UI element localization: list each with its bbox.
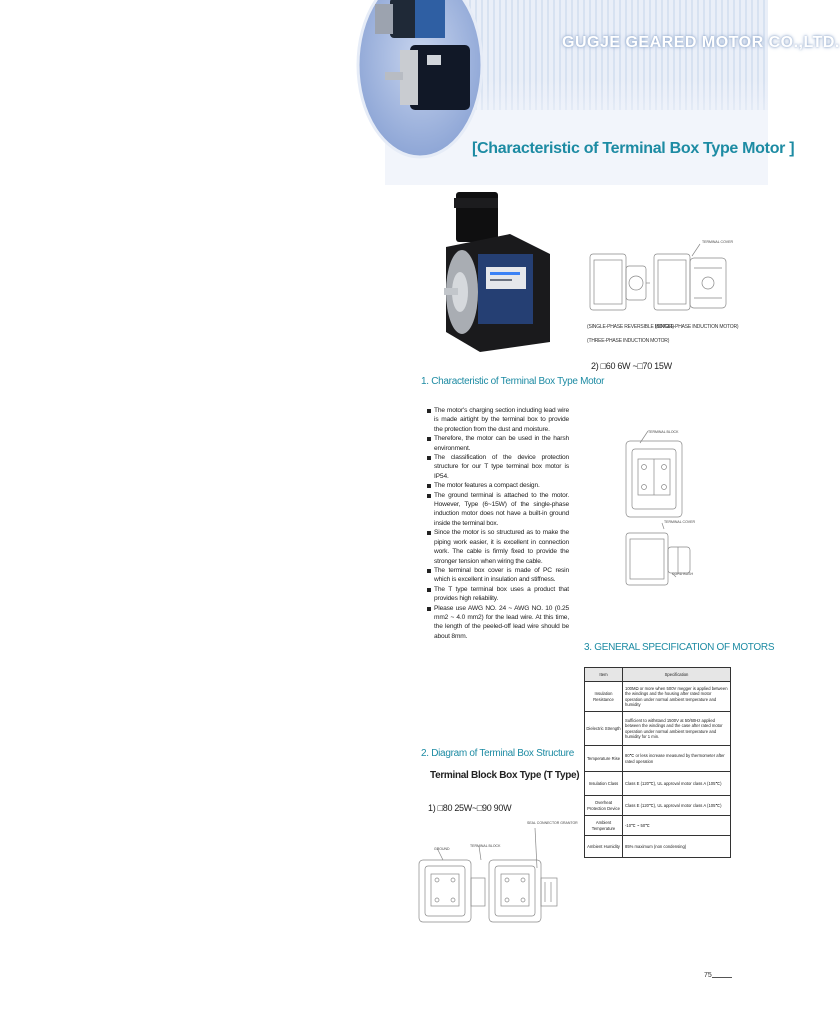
list-item: Please use AWG NO. 24 ~ AWG NO. 10 (0.25 mm2 ~ 4.0 mm2) for the lead wire. At this time, the length of the peeled-off lead wire should be about 8mm. — [427, 604, 569, 642]
table-row — [585, 796, 731, 816]
row-item: Overheat Protection Device — [585, 796, 623, 816]
section2-title: 2. Diagram of Terminal Box Structure — [421, 748, 574, 759]
section2-subtitle: Terminal Block Box Type (T Type) — [430, 770, 580, 781]
table-row — [585, 712, 731, 746]
row-spec: Class E (120℃), UL approval motor class A (105℃) — [623, 772, 731, 796]
table-row — [585, 836, 731, 858]
column-header-item: Item — [585, 668, 623, 682]
row-spec: -10℃ ~ 50℃ — [623, 816, 731, 836]
row-item: Dielectric Strength — [585, 712, 623, 746]
list-item: The terminal box cover is made of PC resin which is excellent in insulation and stiffness. — [427, 566, 569, 585]
terminal-box-motor-photo — [440, 192, 560, 352]
cord-bush-caption: CORD BUSH — [672, 572, 694, 576]
ground-caption: GROUND — [434, 847, 450, 851]
table-row — [585, 682, 731, 712]
three-phase-caption: (THREE-PHASE INDUCTION MOTOR) — [587, 338, 670, 344]
row-item: Insulation Resistance — [585, 682, 623, 712]
section3-title: 3. GENERAL SPECIFICATION OF MOTORS — [584, 642, 775, 653]
list-item: Therefore, the motor can be used in the harsh environment. — [427, 434, 569, 453]
list-item: The motor's charging section including lead wire is made airtight by the terminal box to provide the protection from the dust and moisture. — [427, 406, 569, 434]
diagram2-label: 2) □60 6W ~□70 15W — [591, 361, 672, 371]
section1-title: 1. Characteristic of Terminal Box Type Motor — [421, 376, 605, 387]
terminal-box-diagram-detail — [618, 425, 698, 595]
row-spec: 100MΩ or more when 500V megger is applied between the windings and the housing after rated motor operation under normal ambient temperature and humidity — [623, 682, 731, 712]
list-item: The motor features a compact design. — [427, 481, 569, 490]
table-row — [585, 816, 731, 836]
diagram1-label: 1) □80 25W~□90 90W — [428, 803, 512, 813]
list-item: The T type terminal box uses a product that provides high reliability. — [427, 585, 569, 604]
page-number: 75 — [704, 972, 712, 979]
list-item: The ground terminal is attached to the motor. However, Type (6~15W) of the single-phase induction motor does not have a built-in ground inside the terminal box. — [427, 491, 569, 529]
row-spec: 80℃ or less increase measured by thermometer after rated operation — [623, 746, 731, 772]
table-row — [585, 772, 731, 796]
single-induction-caption: (SINGLE-PHASE INDUCTION MOTOR) — [655, 324, 739, 330]
row-item: Insulation Class — [585, 772, 623, 796]
table-row — [585, 746, 731, 772]
terminal-cover-caption-2: TERMINAL COVER — [664, 520, 695, 524]
list-item: Since the motor is so structured as to make the piping work easier, it is excellent in connection work. The cable is firmly fixed to provide the stronger tension when wiring the cable. — [427, 528, 569, 566]
single-reversible-caption: (SINGLE-PHASE REVERSIBLE MOTOR) — [587, 324, 674, 330]
company-name: GUGJE GEARED MOTOR CO.,LTD. — [562, 34, 840, 51]
column-header-spec: Specification — [623, 668, 731, 682]
row-spec: Class E (120℃), UL approval motor class A (105℃) — [623, 796, 731, 816]
page-title: [Characteristic of Terminal Box Type Motor ] — [472, 140, 795, 157]
terminal-block-caption: TERMINAL BLOCK — [470, 844, 501, 848]
table-header-row — [585, 668, 731, 682]
terminal-box-diagram-large — [417, 840, 562, 925]
terminal-box-diagram-small — [588, 244, 733, 319]
row-spec: 85% maximum (non condensing) — [623, 836, 731, 858]
row-item: Ambient Temperature — [585, 816, 623, 836]
footer-rule — [712, 977, 732, 978]
terminal-cover-caption: TERMINAL COVER — [702, 240, 733, 244]
row-item: Ambient Humidity — [585, 836, 623, 858]
row-spec: Sufficient to withstand 1500V at 50/60Hz applied between the windings and the case after rated motor operation under normal ambient temperature and humidity for 1 min. — [623, 712, 731, 746]
spec-table — [584, 667, 731, 858]
seal-connector-caption: SEAL CONNECTOR GRANTOR — [527, 821, 578, 825]
feature-list — [427, 406, 569, 641]
row-item: Temperature Rise — [585, 746, 623, 772]
list-item: The classification of the device protection structure for our T type terminal box motor is IP54. — [427, 453, 569, 481]
terminal-block-caption-2: TERMINAL BLOCK — [648, 430, 679, 434]
